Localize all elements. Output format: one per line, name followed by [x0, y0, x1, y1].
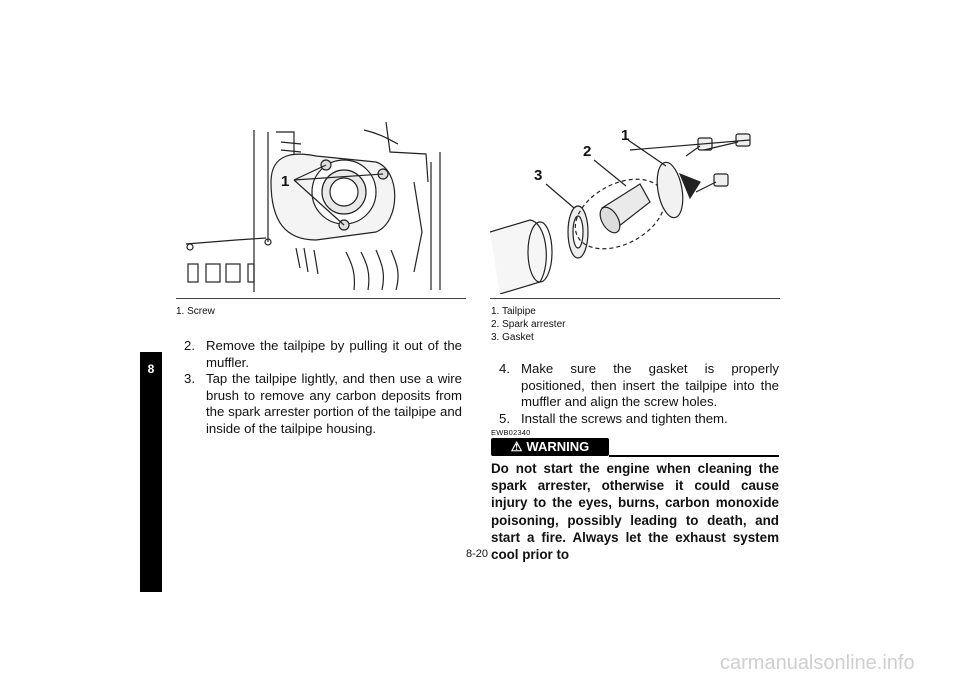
- tailpipe-exploded-illustration: [490, 122, 780, 294]
- watermark: carmanualsonline.info: [720, 652, 915, 674]
- step-text: Install the screws and tighten them.: [521, 410, 728, 426]
- step-text: Make sure the gasket is properly positioned, then insert the tailpipe into the muffler and align the screw holes.: [521, 361, 779, 409]
- legend-item: 1. Tailpipe: [491, 306, 536, 317]
- callout-3-right: 3: [534, 167, 543, 184]
- page-number: 8-20: [466, 548, 489, 560]
- step-item: [184, 371, 462, 437]
- step-number: 2.: [184, 338, 195, 353]
- figure-divider-left: [176, 298, 466, 299]
- figure-legend-left: [176, 305, 215, 318]
- warning-triangle-icon: ⚠: [510, 439, 523, 454]
- step-number: 3.: [184, 371, 195, 386]
- step-number: 4.: [499, 361, 510, 376]
- steps-left: [184, 338, 462, 437]
- muffler-screw-illustration: [176, 122, 466, 294]
- warning-text: Do not start the engine when cleaning the spark arrester, otherwise it could cause injury to the eyes, burns, carbon monoxide poisoning, possibly leading to death, and start a fire. Always let the exhaust system cool prior to: [491, 461, 779, 563]
- step-text: Remove the tailpipe by pulling it out of the muffler.: [206, 338, 462, 370]
- figure-legend-right: [491, 305, 565, 344]
- warning-badge: [491, 438, 609, 456]
- callout-1-left: 1: [281, 173, 290, 190]
- legend-item: 1. Screw: [176, 306, 215, 317]
- steps-right: [499, 361, 779, 427]
- step-number: 5.: [499, 410, 510, 426]
- step-text: Tap the tailpipe lightly, and then use a wire brush to remove any carbon deposits from the spark arrester portion of the tailpipe and inside of the tailpipe housing.: [206, 371, 462, 436]
- callout-2-right: 2: [583, 143, 592, 160]
- legend-item: 2. Spark arrester: [491, 319, 566, 330]
- chapter-number: 8: [147, 362, 155, 376]
- warning-rule: [609, 455, 779, 457]
- chapter-tab: [140, 352, 162, 592]
- callout-1-right: 1: [621, 127, 630, 144]
- step-item: [499, 361, 779, 411]
- warning-label: WARNING: [526, 439, 590, 454]
- step-item: [499, 411, 779, 428]
- figure-divider-right: [490, 298, 780, 299]
- legend-item: 3. Gasket: [491, 332, 534, 343]
- step-item: [184, 338, 462, 371]
- warning-code: EWB02340: [491, 428, 531, 437]
